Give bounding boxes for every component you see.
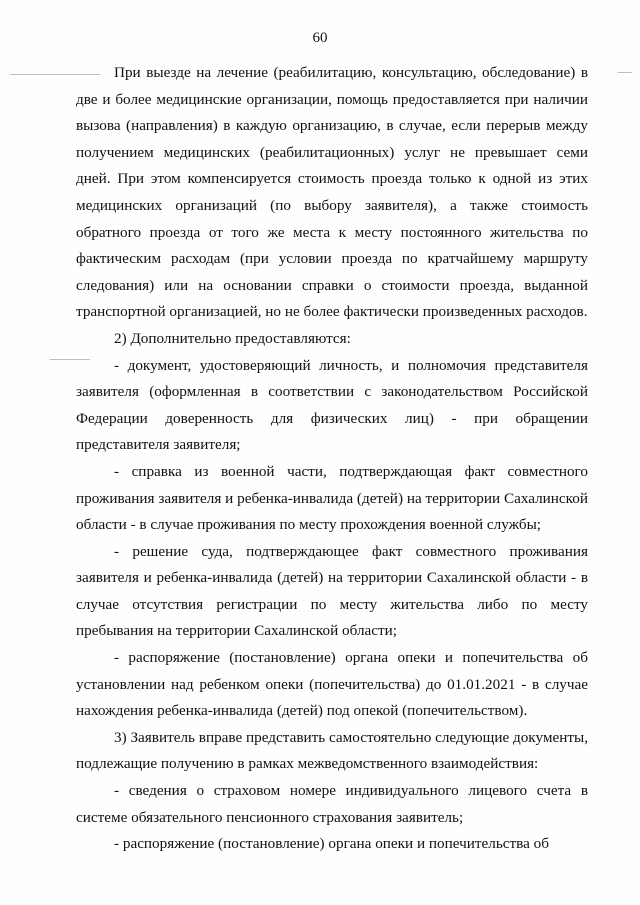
paragraph: - документ, удостоверяющий личность, и полномочия представителя заявителя (оформленная в соответствии с законодательством Российской Федерации доверенность для физических лиц) - при обращении представителя заявителя; (76, 356, 588, 454)
paragraph: - распоряжение (постановление) органа опеки и попечительства об установлении над ребенком опеки (попечительства) до 01.01.2021 - в случае нахождения ребенка-инвалида (детей) под опекой (попечительством). (76, 649, 588, 720)
page-number: 60 (312, 30, 328, 46)
paragraph: При выезде на лечение (реабилитацию, консультацию, обследование) в две и более медицинские организации, помощь предоставляется при наличии вызова (направления) в каждую организацию, в случае, если перерыв между получением медицинских (реабилитационных) услуг не превышает семи дней. При этом компенсируется стоимость проезда только к одной из этих медицинских организаций (по выбору заявителя), а также стоимость обратного проезда от того же места к месту постоянного жительства по фактическим расходам (при условии проезда по кратчайшему маршруту следования) или на основании справки о стоимости проезда, выданной транспортной организацией, но не более фактически произведенных расходов. (76, 64, 588, 321)
paragraph: - распоряжение (постановление) органа опеки и попечительства об (114, 835, 549, 853)
document-body (76, 60, 588, 858)
paragraph: 2) Дополнительно предоставляются: (114, 329, 351, 347)
paragraph: 3) Заявитель вправе представить самостоятельно следующие документы, подлежащие получению в рамках межведомственного взаимодействия: (76, 728, 588, 773)
paragraph: - справка из военной части, подтверждающая факт совместного проживания заявителя и ребенка-инвалида (детей) на территории Сахалинской области - в случае проживания по месту прохождения военной службы; (76, 462, 588, 534)
paragraph: - решение суда, подтверждающее факт совместного проживания заявителя и ребенка-инвалида (детей) на территории Сахалинской области - в случае отсутствия регистрации по месту жительства либо по месту пребывания на территории Сахалинской области; (76, 542, 588, 640)
scan-artifact (618, 72, 632, 73)
paragraph: - сведения о страховом номере индивидуального лицевого счета в системе обязательного пенсионного страхования заявитель; (76, 782, 588, 826)
